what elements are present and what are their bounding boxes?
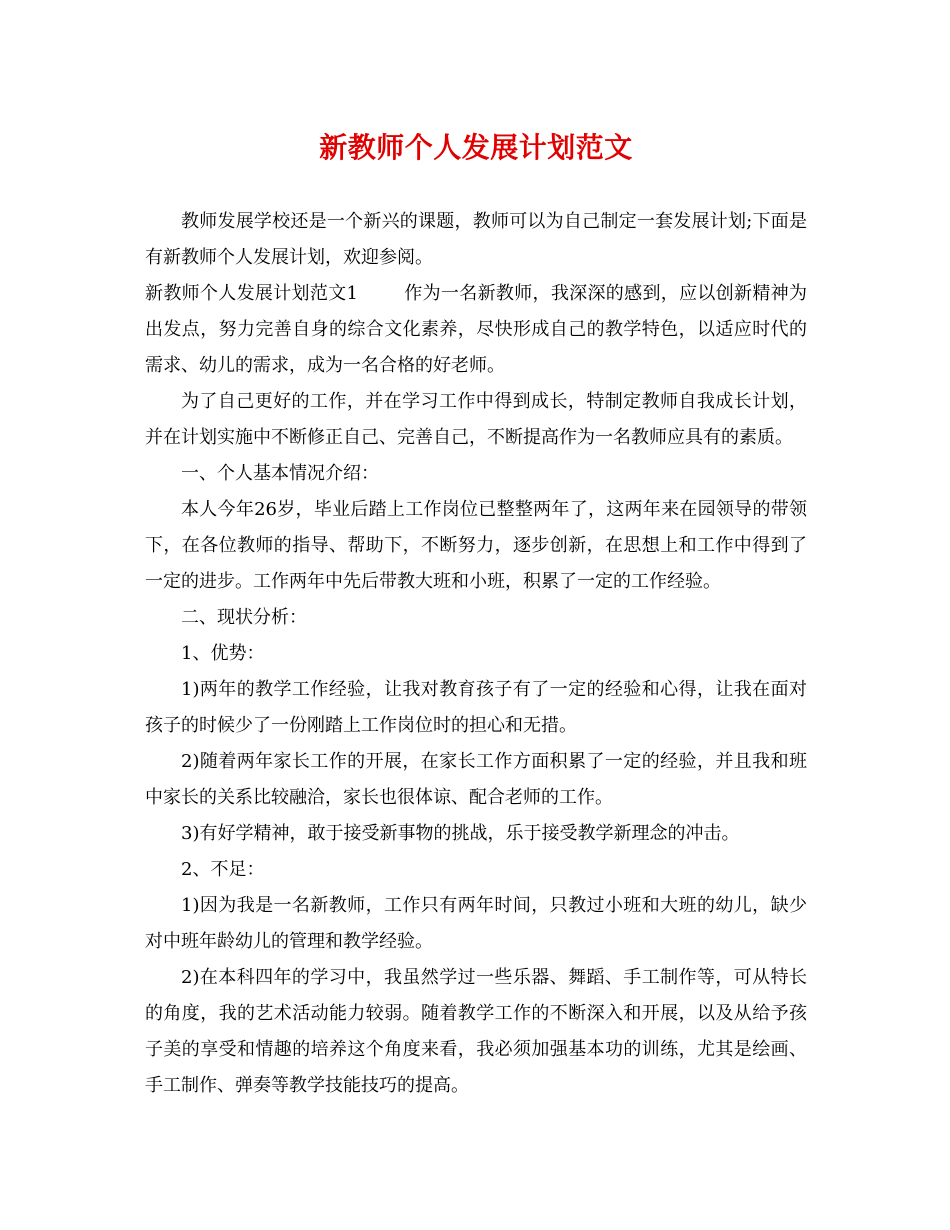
sample-first-paragraph: 作为一名新教师，我深深的感到，应以创新精神为出发点，努力完善自身的综合文化素养，尽快形成自己的教学特色，以适应时代的需求、幼儿的需求，成为一名合格的好老师。 xyxy=(145,283,807,376)
document-page xyxy=(145,0,807,1230)
section-heading-basic-info: 一、个人基本情况介绍： xyxy=(181,463,379,484)
sample-heading: 新教师个人发展计划范文1 xyxy=(145,283,358,304)
subheading-strengths: 1、优势： xyxy=(181,643,265,664)
subheading-weaknesses: 2、不足： xyxy=(181,859,265,880)
document-title: 新教师个人发展计划范文 xyxy=(319,131,633,164)
list-item: 1)两年的教学工作经验，让我对教育孩子有了一定的经验和心得，让我在面对孩子的时候少了一份刚踏上工作岗位时的担心和无措。 xyxy=(145,679,807,736)
body-paragraph: 本人今年26岁，毕业后踏上工作岗位已整整两年了，这两年来在园领导的带领下，在各位教师的指导、帮助下，不断努力，逐步创新，在思想上和工作中得到了一定的进步。工作两年中先后带教大班和小班，积累了一定的工作经验。 xyxy=(145,499,807,592)
intro-paragraph: 教师发展学校还是一个新兴的课题，教师可以为自己制定一套发展计划;下面是有新教师个人发展计划，欢迎参阅。 xyxy=(145,211,807,268)
list-item: 2)在本科四年的学习中，我虽然学过一些乐器、舞蹈、手工制作等，可从特长的角度，我的艺术活动能力较弱。随着教学工作的不断深入和开展，以及从给予孩子美的享受和情趣的培养这个角度来看，我必须加强基本功的训练，尤其是绘画、手工制作、弹奏等教学技能技巧的提高。 xyxy=(145,967,807,1096)
document-body xyxy=(145,204,807,1104)
list-item: 1)因为我是一名新教师，工作只有两年时间，只教过小班和大班的幼儿，缺少对中班年龄幼儿的管理和教学经验。 xyxy=(145,895,807,952)
sample-paragraph xyxy=(145,276,807,384)
section-heading-analysis: 二、现状分析： xyxy=(181,607,307,628)
list-item: 2)随着两年家长工作的开展，在家长工作方面积累了一定的经验，并且我和班中家长的关系比较融洽，家长也很体谅、配合老师的工作。 xyxy=(145,751,807,808)
list-item: 3)有好学精神，敢于接受新事物的挑战，乐于接受教学新理念的冲击。 xyxy=(181,823,740,844)
body-paragraph: 为了自己更好的工作，并在学习工作中得到成长，特制定教师自我成长计划，并在计划实施中不断修正自己、完善自己，不断提高作为一名教师应具有的素质。 xyxy=(145,391,807,448)
